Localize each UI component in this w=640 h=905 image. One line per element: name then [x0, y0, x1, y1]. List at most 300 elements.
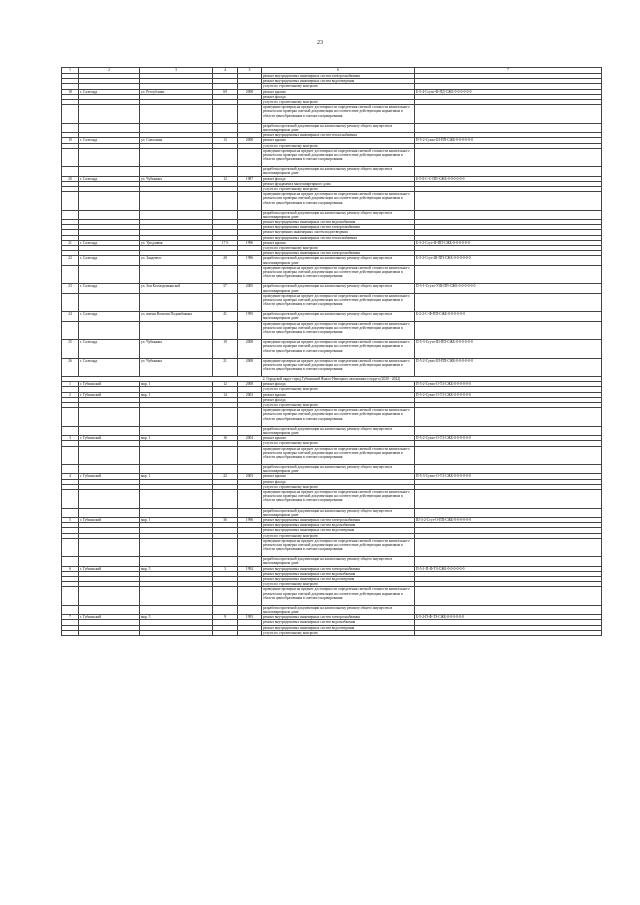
year-cell: [238, 293, 262, 311]
row-number-cell: 3: [62, 436, 79, 441]
work-type-cell: ремонт крыши: [262, 436, 415, 441]
work-type-cell: ремонт внутридомовых инженерных систем электроснабжения: [262, 74, 415, 79]
settlement-cell: [79, 538, 140, 556]
settlement-cell: [79, 321, 140, 339]
street-cell: [140, 192, 213, 210]
row-number-cell: [62, 587, 79, 605]
house-number-cell: 69: [213, 89, 238, 94]
building-code-cell: [415, 605, 602, 614]
row-number-cell: 22: [62, 256, 79, 265]
street-cell: [140, 321, 213, 339]
street-cell: [140, 446, 213, 464]
settlement-cell: г. Губкинский: [79, 382, 140, 387]
page-number: 23: [317, 40, 323, 46]
row-number-cell: 23: [62, 284, 79, 293]
work-type-cell: разработка проектной документации на капитальному ремонту общего имущества в многоквартирном доме: [262, 210, 415, 219]
work-type-cell: ремонт крыши: [262, 240, 415, 245]
house-number-cell: [213, 446, 238, 464]
house-number-cell: [213, 426, 238, 435]
street-cell: ул. Чубынина: [140, 176, 213, 181]
year-cell: [238, 210, 262, 219]
year-cell: [238, 587, 262, 605]
table-row: [62, 123, 602, 132]
house-number-cell: 17 б: [213, 240, 238, 245]
work-type-cell: ремонт внутридомовых инженерных систем электроснабжения: [262, 566, 415, 571]
row-number-cell: [62, 538, 79, 556]
table-row: [62, 508, 602, 517]
year-cell: [238, 538, 262, 556]
year-cell: [238, 265, 262, 283]
building-code-cell: [415, 123, 602, 132]
table-row: [62, 426, 602, 435]
work-type-cell: ремонт внутридомовых инженерных систем электроснабжения: [262, 517, 415, 522]
street-cell: мкр. 1: [140, 436, 213, 441]
table-row: [62, 192, 602, 210]
year-cell: [238, 192, 262, 210]
column-header: 3: [140, 68, 213, 74]
row-number-cell: [62, 192, 79, 210]
row-number-cell: [62, 123, 79, 132]
building-code-cell: Б-2-2-С-Ф-ПП-СЖБ-0-0-0-0-0-0: [415, 312, 602, 321]
table-row: [62, 148, 602, 166]
year-cell: 2008: [238, 138, 262, 143]
row-number-cell: [62, 210, 79, 219]
year-cell: 2008: [238, 89, 262, 94]
building-code-cell: [415, 210, 602, 219]
settlement-cell: [79, 265, 140, 283]
settlement-cell: [79, 605, 140, 614]
street-cell: [140, 587, 213, 605]
settlement-cell: [79, 446, 140, 464]
year-cell: [238, 490, 262, 508]
table-row: [62, 490, 602, 508]
settlement-cell: г. Губкинский: [79, 615, 140, 620]
work-type-cell: разработка проектной документации на капитальному ремонту общего имущества в многоквартирном доме: [262, 312, 415, 321]
year-cell: [238, 508, 262, 517]
building-code-cell: [415, 148, 602, 166]
work-type-cell: ремонт фасада: [262, 479, 415, 484]
section-title: 2. Городской округ город Губкинский Ямало-Ненецкого автономного округа (2020 - 2022): [62, 377, 602, 382]
table-row: [62, 256, 602, 265]
settlement-cell: [79, 557, 140, 566]
house-number-cell: [213, 293, 238, 311]
settlement-cell: г. Губкинский: [79, 517, 140, 522]
building-code-cell: Б-3-2-Сгуэ-Ф-ПП-СЖБ-0-0-0-0-0-0: [415, 240, 602, 245]
row-number-cell: 21: [62, 240, 79, 245]
settlement-cell: г. Губкинский: [79, 474, 140, 479]
house-number-cell: [213, 557, 238, 566]
street-cell: [140, 465, 213, 474]
year-cell: 1996: [238, 256, 262, 265]
settlement-cell: г. Салехард: [79, 176, 140, 181]
house-number-cell: 9: [213, 615, 238, 620]
row-number-cell: [62, 557, 79, 566]
work-type-cell: услуги по строительному контролю: [262, 84, 415, 89]
year-cell: [238, 321, 262, 339]
building-code-cell: П-5-1-Сгуэо-УШ-ПП-СЖБ-0-0-0-0-0-0: [415, 284, 602, 293]
work-type-cell: ремонт внутридомовых инженерных систем теплоснабжения: [262, 133, 415, 138]
settlement-cell: г. Салехард: [79, 256, 140, 265]
year-cell: 2002: [238, 392, 262, 397]
street-cell: [140, 210, 213, 219]
table-row: [62, 321, 602, 339]
street-cell: ул. имени Василия Подшибякина: [140, 312, 213, 321]
row-number-cell: [62, 465, 79, 474]
year-cell: 2003: [238, 474, 262, 479]
house-number-cell: [213, 192, 238, 210]
house-number-cell: 13: [213, 138, 238, 143]
street-cell: ул. Зандевелс: [140, 256, 213, 265]
street-cell: мкр. 1: [140, 392, 213, 397]
work-type-cell: ремонт фасада: [262, 382, 415, 387]
table-row: [62, 465, 602, 474]
building-code-cell: Б-5-2-П-Ф-ТЗ-СЖБ-0-0-0-0-0-0: [415, 615, 602, 620]
work-type-cell: ремонт внутридомовых инженерных систем водоснабжения: [262, 620, 415, 625]
building-code-cell: П-5-2-Сувэо-О-ТЗ-СЖБ-0-0-0-0-0-0: [415, 392, 602, 397]
building-code-cell: [415, 105, 602, 123]
building-code-cell: [415, 630, 602, 635]
settlement-cell: [79, 293, 140, 311]
building-code-cell: П-5-3-Сгуэо-Ш-ПП-СЖБ-0-0-0-0-0-0: [415, 340, 602, 358]
table-row: [62, 538, 602, 556]
year-cell: [238, 630, 262, 635]
work-type-cell: ремонт фундамента многоквартирного дома: [262, 181, 415, 186]
house-number-cell: [213, 630, 238, 635]
work-type-cell: ремонт внутридомовых инженерных систем водоснабжения: [262, 523, 415, 528]
street-cell: [140, 123, 213, 132]
house-number-cell: 36: [213, 517, 238, 522]
street-cell: ул. Зои Космодемьянской: [140, 284, 213, 293]
year-cell: [238, 605, 262, 614]
table-row: [62, 312, 602, 321]
street-cell: [140, 426, 213, 435]
house-number-cell: [213, 123, 238, 132]
work-type-cell: ремонт фасада: [262, 397, 415, 402]
street-cell: [140, 148, 213, 166]
settlement-cell: [79, 192, 140, 210]
work-type-cell: проведение проверки на предмет достоверности определения сметной стоимости капитального ремонта или проверка сметной документации на соответствие действующим нормативам в области ценообразования в сметного нормирования: [262, 587, 415, 605]
work-type-cell: проведение проверки на предмет достоверности определения сметной стоимости капитального ремонта или проверка сметной документации на соответствие действующим нормативам в области ценообразования в сметного нормирования: [262, 148, 415, 166]
house-number-cell: [213, 587, 238, 605]
work-type-cell: разработка проектной документации на капитальному ремонту общего имущества в многоквартирном доме: [262, 605, 415, 614]
street-cell: ул. Совхозная: [140, 138, 213, 143]
house-number-cell: 12: [213, 382, 238, 387]
building-code-cell: П-5-2-Сувэо-О-ТЗ-СЖБ-0-0-0-0-0-0: [415, 436, 602, 441]
work-type-cell: разработка проектной документации на капитальному ремонту общего имущества в многоквартирном доме: [262, 123, 415, 132]
year-cell: [238, 465, 262, 474]
row-number-cell: [62, 605, 79, 614]
street-cell: [140, 105, 213, 123]
building-code-cell: [415, 508, 602, 517]
street-cell: мкр. 1: [140, 517, 213, 522]
year-cell: 2008: [238, 382, 262, 387]
street-cell: мкр. 5: [140, 615, 213, 620]
house-number-cell: 19: [213, 340, 238, 358]
year-cell: [238, 167, 262, 176]
building-code-cell: [415, 167, 602, 176]
row-number-cell: 24: [62, 312, 79, 321]
work-type-cell: услуги по строительному контролю: [262, 484, 415, 489]
building-code-cell: П-5-2-Сувэо-Ш-ПП-СЖБ-0-0-0-0-0-0: [415, 358, 602, 376]
work-type-cell: ремонт внутридомовых инженерных систем водоснабжения: [262, 571, 415, 576]
row-number-cell: [62, 426, 79, 435]
year-cell: [238, 148, 262, 166]
street-cell: [140, 508, 213, 517]
column-header: 4: [213, 68, 238, 74]
house-number-cell: 3: [213, 566, 238, 571]
street-cell: мкр. 5: [140, 566, 213, 571]
house-number-cell: [213, 465, 238, 474]
year-cell: [238, 408, 262, 426]
house-number-cell: 12: [213, 176, 238, 181]
column-header: 5: [238, 68, 262, 74]
building-code-cell: [415, 490, 602, 508]
house-number-cell: 21: [213, 358, 238, 376]
house-number-cell: [213, 408, 238, 426]
row-number-cell: 18: [62, 89, 79, 94]
settlement-cell: г. Салехард: [79, 340, 140, 358]
work-type-cell: проведение проверки на предмет достоверности определения сметной стоимости капитального ремонта или проверка сметной документации на соответствие действующим нормативам в области ценообразования в сметного нормирования: [262, 538, 415, 556]
work-type-cell: услуги по строительному контролю: [262, 630, 415, 635]
table-row: [62, 167, 602, 176]
house-number-cell: 22: [213, 474, 238, 479]
row-number-cell: [62, 167, 79, 176]
year-cell: 1987: [238, 176, 262, 181]
year-cell: [238, 446, 262, 464]
work-type-cell: ремонт крыши: [262, 392, 415, 397]
year-cell: 1995: [238, 312, 262, 321]
street-cell: мкр. 1: [140, 382, 213, 387]
house-number-cell: [213, 210, 238, 219]
building-code-cell: [415, 426, 602, 435]
row-number-cell: 25: [62, 340, 79, 358]
settlement-cell: г. Салехард: [79, 312, 140, 321]
house-number-cell: [213, 490, 238, 508]
street-cell: [140, 167, 213, 176]
building-code-cell: П-5-2-Сувэо-Ш-ПП-СЖБ-0-0-0-0-0-0: [415, 138, 602, 143]
settlement-cell: [79, 408, 140, 426]
settlement-cell: [79, 105, 140, 123]
table-body: [62, 74, 602, 636]
settlement-cell: г. Салехард: [79, 240, 140, 245]
building-code-cell: [415, 446, 602, 464]
building-code-cell: [415, 557, 602, 566]
building-code-cell: П-5-2-Сувэо-О-ТЗ-СЖБ-0-0-0-0-0-0: [415, 382, 602, 387]
street-cell: [140, 557, 213, 566]
row-number-cell: [62, 265, 79, 283]
table-row: [62, 340, 602, 358]
column-header: 1: [62, 68, 79, 74]
work-type-cell: услуги по строительному контролю: [262, 582, 415, 587]
year-cell: 1996: [238, 517, 262, 522]
house-number-cell: 57: [213, 284, 238, 293]
work-type-cell: проведение проверки на предмет достоверности определения сметной стоимости капитального ремонта или проверка сметной документации на соответствие действующим нормативам в области ценообразования в сметного нормирования: [262, 358, 415, 376]
work-type-cell: ремонт внутридомовых инженерных систем электроснабжения: [262, 225, 415, 230]
work-type-cell: разработка проектной документации на капитальному ремонту общего имущества в многоквартирном доме: [262, 508, 415, 517]
work-type-cell: ремонт внутридомовых инженерных систем водоотведения: [262, 79, 415, 84]
settlement-cell: [79, 123, 140, 132]
settlement-cell: [79, 587, 140, 605]
row-number-cell: [62, 490, 79, 508]
row-number-cell: [62, 508, 79, 517]
settlement-cell: [79, 490, 140, 508]
settlement-cell: [79, 167, 140, 176]
table-row: [62, 210, 602, 219]
row-number-cell: 19: [62, 138, 79, 143]
house-number-cell: [213, 167, 238, 176]
year-cell: 1993: [238, 615, 262, 620]
house-number-cell: 20: [213, 256, 238, 265]
work-type-cell: проведение проверки на предмет достоверности определения сметной стоимости капитального ремонта или проверка сметной документации на соответствие действующим нормативам в области ценообразования в сметного нормирования: [262, 192, 415, 210]
column-header: 7: [415, 68, 602, 74]
street-cell: [140, 293, 213, 311]
year-cell: [238, 557, 262, 566]
building-code-cell: Б-5-4-Сгуэо-Ф-ПД-СЖБ-0-0-0-0-0-0: [415, 89, 602, 94]
year-cell: 2005: [238, 284, 262, 293]
table-row: [62, 630, 602, 635]
settlement-cell: г. Губкинский: [79, 436, 140, 441]
row-number-cell: [62, 446, 79, 464]
row-number-cell: 2: [62, 392, 79, 397]
street-cell: ул. Республики: [140, 89, 213, 94]
work-type-cell: услуги по строительному контролю: [262, 186, 415, 191]
work-type-cell: услуги по строительному контролю: [262, 533, 415, 538]
work-type-cell: разработка проектной документации на капитальному ремонту общего имущества в многоквартирном доме: [262, 284, 415, 293]
settlement-cell: г. Губкинский: [79, 566, 140, 571]
row-number-cell: [62, 105, 79, 123]
house-number-cell: [213, 508, 238, 517]
row-number-cell: 4: [62, 474, 79, 479]
work-type-cell: проведение проверки на предмет достоверности определения сметной стоимости капитального ремонта или проверка сметной документации на соответствие действующим нормативам в области ценообразования в сметного нормирования: [262, 293, 415, 311]
work-type-cell: ремонт крыши: [262, 89, 415, 94]
building-code-cell: [415, 408, 602, 426]
work-type-cell: ремонт внутридомовых инженерных систем электроснабжения: [262, 251, 415, 256]
row-number-cell: 26: [62, 358, 79, 376]
table-row: [62, 587, 602, 605]
house-number-cell: 16: [213, 436, 238, 441]
year-cell: 2008: [238, 358, 262, 376]
house-number-cell: [213, 538, 238, 556]
year-cell: [238, 105, 262, 123]
work-type-cell: услуги по строительному контролю: [262, 143, 415, 148]
table-row: [62, 358, 602, 376]
table-row: [62, 408, 602, 426]
house-number-cell: [213, 265, 238, 283]
settlement-cell: [79, 630, 140, 635]
building-code-cell: П-5-1-П-Ф-ТЗ-СЖБ-0-0-0-0-0-0: [415, 566, 602, 571]
building-code-cell: Б-3-2-Сгуэ-Ш-ПП-СЖБ-0-0-0-0-0-0: [415, 256, 602, 265]
column-header: 2: [79, 68, 140, 74]
settlement-cell: [79, 508, 140, 517]
building-code-cell: [415, 321, 602, 339]
work-type-cell: услуги по строительному контролю: [262, 403, 415, 408]
house-number-cell: [213, 148, 238, 166]
building-code-cell: [415, 192, 602, 210]
table-row: [62, 284, 602, 293]
year-cell: 1992: [238, 566, 262, 571]
settlement-cell: г. Салехард: [79, 89, 140, 94]
work-type-cell: ремонт крыши: [262, 474, 415, 479]
work-type-cell: разработка проектной документации на капитальному ремонту общего имущества в многоквартирном доме: [262, 256, 415, 265]
building-code-cell: Ш-3-2-Сгуэ-О-ПП-СЖБ-0-0-0-0-0-0: [415, 517, 602, 522]
row-number-cell: [62, 293, 79, 311]
building-code-cell: [415, 293, 602, 311]
work-type-cell: разработка проектной документации на капитальному ремонту общего имущества в многоквартирном доме: [262, 426, 415, 435]
work-type-cell: проведение проверки на предмет достоверности определения сметной стоимости капитального ремонта или проверка сметной документации на соответствие действующим нормативам в области ценообразования в сметного нормирования: [262, 105, 415, 123]
work-type-cell: проведение проверки на предмет достоверности определения сметной стоимости капитального ремонта или проверка сметной документации на соответствие действующим нормативам в области ценообразования в сметного нормирования: [262, 340, 415, 358]
building-code-cell: [415, 538, 602, 556]
repair-program-table: [61, 67, 602, 636]
work-type-cell: ремонт фасада: [262, 94, 415, 99]
work-type-cell: услуги по строительному контролю: [262, 246, 415, 251]
work-type-cell: ремонт крыши: [262, 138, 415, 143]
year-cell: 2008: [238, 340, 262, 358]
settlement-cell: [79, 210, 140, 219]
table-row: [62, 293, 602, 311]
work-type-cell: разработка проектной документации на капитальному ремонту общего имущества в многоквартирном доме: [262, 557, 415, 566]
row-number-cell: 6: [62, 566, 79, 571]
row-number-cell: [62, 630, 79, 635]
street-cell: [140, 538, 213, 556]
year-cell: 1996: [238, 240, 262, 245]
table-row: [62, 265, 602, 283]
row-number-cell: 5: [62, 517, 79, 522]
street-cell: [140, 630, 213, 635]
street-cell: мкр. 1: [140, 474, 213, 479]
street-cell: ул. Уродливая: [140, 240, 213, 245]
work-type-cell: проведение проверки на предмет достоверности определения сметной стоимости капитального ремонта или проверка сметной документации на соответствие действующим нормативам в области ценообразования в сметного нормирования: [262, 446, 415, 464]
settlement-cell: г. Салехард: [79, 358, 140, 376]
settlement-cell: [79, 426, 140, 435]
year-cell: [238, 426, 262, 435]
work-type-cell: проведение проверки на предмет достоверности определения сметной стоимости капитального ремонта или проверка сметной документации на соответствие действующим нормативам в области ценообразования в сметного нормирования: [262, 490, 415, 508]
year-cell: [238, 123, 262, 132]
street-cell: [140, 408, 213, 426]
house-number-cell: 14: [213, 392, 238, 397]
settlement-cell: [79, 148, 140, 166]
work-type-cell: ремонт внутридомовых инженерных систем водоотведения: [262, 625, 415, 630]
building-code-cell: Б-5-0-С-С-ПП-СЖБ-0-0-0-0-0-0: [415, 176, 602, 181]
settlement-cell: г. Салехард: [79, 138, 140, 143]
row-number-cell: [62, 321, 79, 339]
street-cell: ул. Чубынина: [140, 358, 213, 376]
work-type-cell: проведение проверки на предмет достоверности определения сметной стоимости капитального ремонта или проверка сметной документации на соответствие действующим нормативам в области ценообразования в сметного нормирования: [262, 408, 415, 426]
street-cell: [140, 605, 213, 614]
work-type-cell: разработка проектной документации на капитальному ремонту общего имущества в многоквартирном доме: [262, 465, 415, 474]
building-code-cell: [415, 265, 602, 283]
row-number-cell: [62, 408, 79, 426]
work-type-cell: ремонт внутридомовых инженерных систем водоотведения: [262, 528, 415, 533]
house-number-cell: [213, 605, 238, 614]
work-type-cell: ремонт внутридомовых инженерных систем водоотведения: [262, 577, 415, 582]
building-code-cell: П-5-3-Сувэо-О-ТЗ-СЖБ-0-0-0-0-0-0: [415, 474, 602, 479]
work-type-cell: ремонт внутридомовых инженерных систем электроснабжения: [262, 615, 415, 620]
settlement-cell: г. Салехард: [79, 284, 140, 293]
table-row: [62, 605, 602, 614]
work-type-cell: ремонт внутридомовых инженерных систем теплоснабжения: [262, 235, 415, 240]
work-type-cell: услуги по строительному контролю: [262, 441, 415, 446]
street-cell: [140, 490, 213, 508]
work-type-cell: проведение проверки на предмет достоверности определения сметной стоимости капитального ремонта или проверка сметной документации на соответствие действующим нормативам в области ценообразования в сметного нормирования: [262, 265, 415, 283]
work-type-cell: услуги по строительному контролю: [262, 100, 415, 105]
row-number-cell: 1: [62, 382, 79, 387]
work-type-cell: ремонт внутренних инженерных систем водоотведения: [262, 230, 415, 235]
column-header: 6: [262, 68, 415, 74]
work-type-cell: проведение проверки на предмет достоверности определения сметной стоимости капитального ремонта или проверка сметной документации на соответствие действующим нормативам в области ценообразования в сметного нормирования: [262, 321, 415, 339]
house-number-cell: [213, 105, 238, 123]
row-number-cell: [62, 148, 79, 166]
work-type-cell: разработка проектной документации на капитальному ремонту общего имущества в многоквартирном доме: [262, 167, 415, 176]
